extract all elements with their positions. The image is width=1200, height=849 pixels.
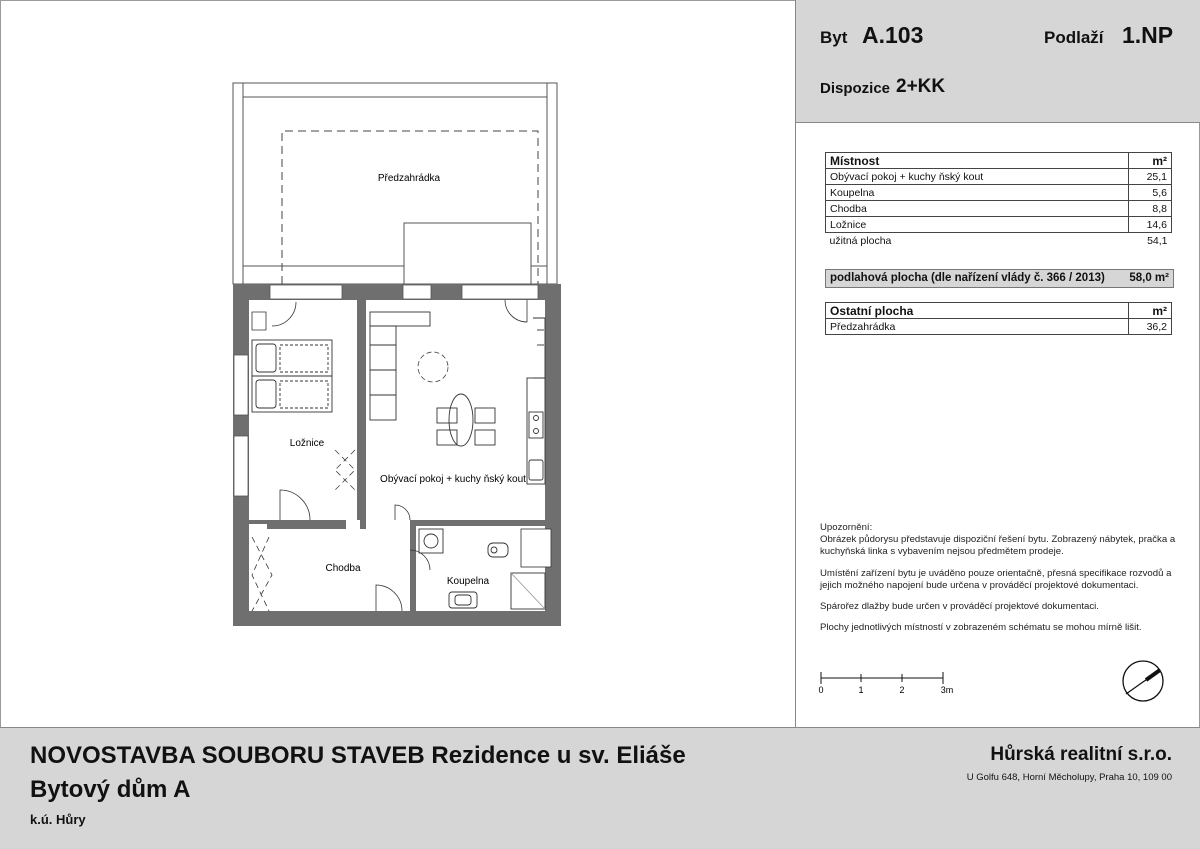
notes (820, 522, 1180, 643)
rooms (249, 300, 545, 611)
scale-tick-3: 3m (940, 685, 954, 695)
scale-tick-1: 1 (858, 685, 864, 695)
podlazi-value: 1.NP (1122, 22, 1174, 48)
rooms-table (825, 152, 1172, 248)
room-name: Koupelna (826, 185, 1129, 201)
garden-label: Předzahrádka (377, 173, 441, 184)
footer (0, 727, 1200, 849)
other-name: Předzahrádka (826, 319, 1129, 335)
floor-area-summary (825, 269, 1174, 288)
other-col-unit: m² (1129, 303, 1172, 319)
notes-p1: Obrázek půdorysu představuje dispoziční řešení bytu. Zobrazený nábytek, pračka a kuchyňská linka s vybavením nejsou předmětem prodeje. (820, 534, 1176, 558)
room-name: Chodba (826, 201, 1129, 217)
room-name: Obývací pokoj + kuchy ňský kout (826, 169, 1129, 185)
bedroom-label: Ložnice (289, 438, 325, 449)
other-area-table (825, 302, 1172, 335)
table-row (826, 233, 1172, 249)
rooms-col-unit: m² (1129, 153, 1172, 169)
room-area: 54,1 (1147, 234, 1168, 247)
room-area: 14,6 (1129, 217, 1172, 233)
notes-p3: Spárořez dlažby bude určen v prováděcí projektové dokumentaci. (820, 601, 1099, 613)
apartment-header (796, 0, 1200, 123)
notes-p4: Plochy jednotlivých místností v zobrazeném schématu se mohou mírně lišit. (820, 622, 1142, 634)
company-address: U Golfu 648, Horní Měcholupy, Praha 10, 109 00 (966, 772, 1172, 783)
scale-tick-2: 2 (899, 685, 905, 695)
floor-area-value: 58,0 m² (1129, 272, 1169, 284)
room-area: 5,6 (1129, 185, 1172, 201)
room-name: užitná plocha (829, 234, 892, 247)
rooms-col-name: Místnost (826, 153, 1129, 169)
hall-label: Chodba (325, 563, 361, 574)
floor-area-label: podlahová plocha (dle nařízení vlády č. 366 / 2013) (830, 272, 1105, 284)
company-name: Hůrská realitní s.r.o. (990, 744, 1172, 765)
north-arrow-icon (1120, 658, 1168, 704)
podlazi-label: Podlaží (1044, 28, 1104, 47)
room-area: 8,8 (1129, 201, 1172, 217)
living-label: Obývací pokoj + kuchy ňský kout (380, 474, 526, 485)
cadastre: k.ú. Hůry (30, 812, 86, 827)
table-row (826, 319, 1172, 335)
dispozice-value: 2+KK (896, 76, 946, 97)
other-col-name: Ostatní plocha (826, 303, 1129, 319)
dispozice-label: Dispozice (820, 80, 891, 97)
table-row (826, 217, 1172, 233)
project-title: NOVOSTAVBA SOUBORU STAVEB Rezidence u sv. Eliáše (30, 742, 686, 769)
notes-title: Upozornění: (820, 522, 873, 533)
scale-tick-0: 0 (818, 685, 824, 695)
byt-label: Byt (820, 28, 848, 47)
living-to-hall-opening (366, 520, 410, 529)
bathroom-label: Koupelna (446, 576, 490, 587)
other-area: 36,2 (1129, 319, 1172, 335)
table-row (826, 169, 1172, 185)
notes-p2: Umístění zařízení bytu je uváděno pouze orientačně, přesná specifikace rozvodů a jejich možného napojení bude určena v prováděcí projektové dokumentaci. (820, 567, 1172, 591)
bathroom-cabinet (521, 529, 551, 567)
room-name: Ložnice (826, 217, 1129, 233)
byt-value: A.103 (862, 22, 924, 48)
table-row (826, 185, 1172, 201)
table-row (826, 201, 1172, 217)
room-area: 25,1 (1129, 169, 1172, 185)
building-title: Bytový dům A (30, 776, 191, 803)
